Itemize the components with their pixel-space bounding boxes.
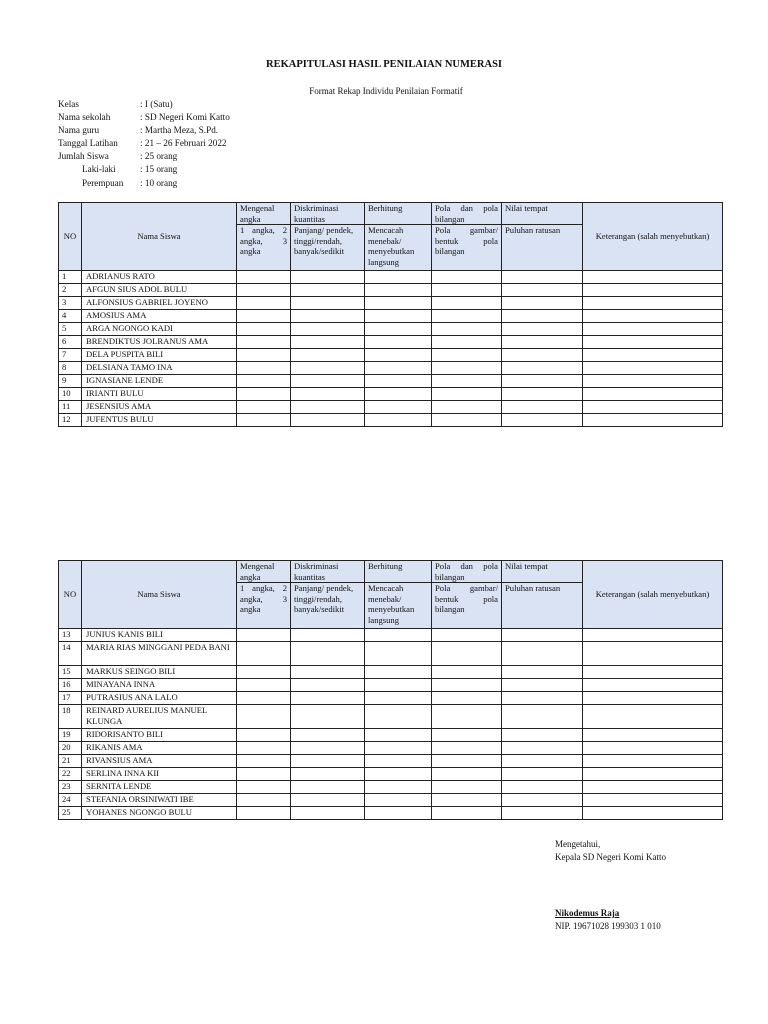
header-berhitung: Berhitung [365, 561, 432, 583]
cell-berhitung[interactable] [365, 742, 432, 755]
info-label: Jumlah Siswa [58, 151, 109, 162]
cell-keterangan[interactable] [583, 768, 723, 781]
subheader-pola: Pola gambar/ bentuk pola bilangan [432, 225, 502, 271]
acknowledged-label: Mengetahui, [555, 839, 601, 849]
subheader-pola: Pola gambar/ bentuk pola bilangan [432, 583, 502, 629]
cell-diskriminasi[interactable] [291, 755, 365, 768]
table-row [59, 388, 723, 401]
header-pola: Pola dan pola bilangan [432, 203, 502, 225]
cell-diskriminasi[interactable] [291, 742, 365, 755]
row-number: 10 [59, 388, 82, 401]
row-number: 7 [59, 349, 82, 362]
cell-diskriminasi[interactable] [291, 629, 365, 642]
principal-name: Nikodemus Raja [555, 908, 620, 918]
document-subtitle: Format Rekap Individu Penilaian Formatif [309, 86, 463, 96]
cell-pola[interactable] [432, 692, 502, 705]
cell-keterangan[interactable] [583, 755, 723, 768]
cell-mengenal-angka[interactable] [237, 362, 291, 375]
row-number: 3 [59, 297, 82, 310]
cell-diskriminasi[interactable] [291, 336, 365, 349]
table-row [59, 310, 723, 323]
cell-pola[interactable] [432, 807, 502, 820]
cell-keterangan[interactable] [583, 401, 723, 414]
cell-mengenal-angka[interactable] [237, 807, 291, 820]
cell-pola[interactable] [432, 666, 502, 679]
header-nama-siswa: Nama Siswa [82, 203, 237, 271]
table-row [59, 794, 723, 807]
cell-berhitung[interactable] [365, 401, 432, 414]
cell-mengenal-angka[interactable] [237, 284, 291, 297]
cell-diskriminasi[interactable] [291, 679, 365, 692]
cell-diskriminasi[interactable] [291, 401, 365, 414]
cell-nilai-tempat[interactable] [502, 310, 583, 323]
cell-nilai-tempat[interactable] [502, 271, 583, 284]
info-label: Tanggal Latihan [58, 138, 118, 149]
cell-mengenal-angka[interactable] [237, 705, 291, 729]
info-value: : SD Negeri Komi Katto [140, 112, 230, 123]
cell-berhitung[interactable] [365, 807, 432, 820]
info-value: : Martha Meza, S.Pd. [140, 125, 219, 136]
header-mengenal-angka: Mengenal angka [237, 203, 291, 225]
cell-berhitung[interactable] [365, 629, 432, 642]
info-row-jumlah-siswa [58, 150, 230, 163]
table-row [59, 692, 723, 705]
cell-keterangan[interactable] [583, 388, 723, 401]
cell-diskriminasi[interactable] [291, 807, 365, 820]
info-label: Laki-laki [82, 164, 116, 175]
cell-mengenal-angka[interactable] [237, 297, 291, 310]
subheader-mengenal-angka: 1 angka, 2 angka, 3 angka [237, 225, 291, 271]
info-label: Perempuan [82, 177, 124, 188]
cell-pola[interactable] [432, 388, 502, 401]
cell-diskriminasi[interactable] [291, 375, 365, 388]
cell-berhitung[interactable] [365, 284, 432, 297]
cell-keterangan[interactable] [583, 297, 723, 310]
student-name: REINARD AURELIUS MANUEL KLUNGA [82, 705, 237, 729]
cell-keterangan[interactable] [583, 629, 723, 642]
subheader-berhitung: Mencacah menebak/ menyebutkan langsung [365, 225, 432, 271]
cell-nilai-tempat[interactable] [502, 284, 583, 297]
header-keterangan: Keterangan (salah menyebutkan) [583, 561, 723, 629]
table-row [59, 349, 723, 362]
cell-nilai-tempat[interactable] [502, 729, 583, 742]
cell-nilai-tempat[interactable] [502, 401, 583, 414]
row-number: 25 [59, 807, 82, 820]
table-row [59, 729, 723, 742]
cell-pola[interactable] [432, 336, 502, 349]
student-name: RIDORISANTO BILI [82, 729, 237, 742]
cell-berhitung[interactable] [365, 375, 432, 388]
table-row [59, 742, 723, 755]
cell-mengenal-angka[interactable] [237, 755, 291, 768]
cell-nilai-tempat[interactable] [502, 781, 583, 794]
cell-mengenal-angka[interactable] [237, 336, 291, 349]
cell-berhitung[interactable] [365, 794, 432, 807]
cell-diskriminasi[interactable] [291, 414, 365, 427]
cell-mengenal-angka[interactable] [237, 323, 291, 336]
subheader-diskriminasi: Panjang/ pendek, tinggi/rendah, banyak/sedikit [291, 583, 365, 629]
info-value: : I (Satu) [140, 99, 173, 109]
student-name: MARKUS SEINGO BILI [82, 666, 237, 679]
cell-diskriminasi[interactable] [291, 297, 365, 310]
info-row-nama-sekolah [58, 111, 230, 124]
cell-diskriminasi[interactable] [291, 729, 365, 742]
table-row [59, 705, 723, 729]
cell-pola[interactable] [432, 349, 502, 362]
cell-keterangan[interactable] [583, 375, 723, 388]
student-name: STEFANIA ORSINIWATI IBE [82, 794, 237, 807]
student-name: AFGUN SIUS ADOL BULU [82, 284, 237, 297]
cell-berhitung[interactable] [365, 692, 432, 705]
cell-pola[interactable] [432, 705, 502, 729]
student-name: BRENDIKTUS JOLRANUS AMA [82, 336, 237, 349]
cell-mengenal-angka[interactable] [237, 271, 291, 284]
row-number: 20 [59, 742, 82, 755]
header-nilai-tempat: Nilai tempat [502, 203, 583, 225]
row-number: 18 [59, 705, 82, 729]
cell-mengenal-angka[interactable] [237, 642, 291, 666]
cell-mengenal-angka[interactable] [237, 742, 291, 755]
cell-nilai-tempat[interactable] [502, 705, 583, 729]
cell-pola[interactable] [432, 794, 502, 807]
cell-pola[interactable] [432, 297, 502, 310]
cell-nilai-tempat[interactable] [502, 375, 583, 388]
cell-keterangan[interactable] [583, 349, 723, 362]
cell-nilai-tempat[interactable] [502, 794, 583, 807]
row-number: 1 [59, 271, 82, 284]
cell-pola[interactable] [432, 362, 502, 375]
info-value: : 21 – 26 Februari 2022 [140, 138, 227, 149]
table-row [59, 271, 723, 284]
header-nilai-tempat: Nilai tempat [502, 561, 583, 583]
row-number: 24 [59, 794, 82, 807]
student-name: RIKANIS AMA [82, 742, 237, 755]
row-number: 14 [59, 642, 82, 666]
cell-diskriminasi[interactable] [291, 388, 365, 401]
table-row [59, 629, 723, 642]
info-label: Kelas [58, 99, 79, 109]
cell-berhitung[interactable] [365, 666, 432, 679]
row-number: 13 [59, 629, 82, 642]
cell-diskriminasi[interactable] [291, 271, 365, 284]
info-value: : 10 orang [140, 177, 178, 188]
cell-keterangan[interactable] [583, 642, 723, 666]
table-row [59, 284, 723, 297]
student-rows-part1 [59, 271, 723, 427]
student-name: MARIA RIAS MINGGANI PEDA BANI [82, 642, 237, 666]
cell-pola[interactable] [432, 271, 502, 284]
subheader-diskriminasi: Panjang/ pendek, tinggi/rendah, banyak/sedikit [291, 225, 365, 271]
row-number: 2 [59, 284, 82, 297]
cell-keterangan[interactable] [583, 794, 723, 807]
row-number: 19 [59, 729, 82, 742]
header-diskriminasi: Diskriminasi kuantitas [291, 561, 365, 583]
cell-pola[interactable] [432, 401, 502, 414]
cell-mengenal-angka[interactable] [237, 375, 291, 388]
student-name: AMOSIUS AMA [82, 310, 237, 323]
cell-mengenal-angka[interactable] [237, 414, 291, 427]
principal-title: Kepala SD Negeri Komi Katto [555, 852, 666, 862]
cell-diskriminasi[interactable] [291, 642, 365, 666]
cell-keterangan[interactable] [583, 781, 723, 794]
row-number: 22 [59, 768, 82, 781]
info-row-perempuan [58, 177, 230, 190]
cell-mengenal-angka[interactable] [237, 768, 291, 781]
info-value: : 15 orang [140, 164, 178, 175]
cell-berhitung[interactable] [365, 271, 432, 284]
cell-keterangan[interactable] [583, 336, 723, 349]
cell-keterangan[interactable] [583, 284, 723, 297]
cell-pola[interactable] [432, 284, 502, 297]
cell-keterangan[interactable] [583, 679, 723, 692]
cell-berhitung[interactable] [365, 755, 432, 768]
cell-keterangan[interactable] [583, 729, 723, 742]
table-row [59, 642, 723, 666]
cell-berhitung[interactable] [365, 781, 432, 794]
cell-diskriminasi[interactable] [291, 781, 365, 794]
cell-berhitung[interactable] [365, 310, 432, 323]
cell-berhitung[interactable] [365, 349, 432, 362]
cell-pola[interactable] [432, 755, 502, 768]
cell-mengenal-angka[interactable] [237, 401, 291, 414]
row-number: 8 [59, 362, 82, 375]
cell-berhitung[interactable] [365, 705, 432, 729]
cell-pola[interactable] [432, 679, 502, 692]
student-name: JUFENTUS BULU [82, 414, 237, 427]
cell-nilai-tempat[interactable] [502, 388, 583, 401]
cell-keterangan[interactable] [583, 742, 723, 755]
cell-pola[interactable] [432, 629, 502, 642]
cell-diskriminasi[interactable] [291, 284, 365, 297]
document-title: REKAPITULASI HASIL PENILAIAN NUMERASI [265, 59, 502, 70]
student-name: PUTRASIUS ANA LALO [82, 692, 237, 705]
info-row-laki-laki [58, 163, 230, 176]
row-number: 17 [59, 692, 82, 705]
cell-keterangan[interactable] [583, 362, 723, 375]
table-row [59, 297, 723, 310]
cell-keterangan[interactable] [583, 414, 723, 427]
info-row-kelas [58, 98, 230, 111]
subheader-berhitung: Mencacah menebak/ menyebutkan langsung [365, 583, 432, 629]
cell-nilai-tempat[interactable] [502, 362, 583, 375]
student-name: JUNIUS KANIS BILI [82, 629, 237, 642]
table-row [59, 375, 723, 388]
cell-diskriminasi[interactable] [291, 768, 365, 781]
cell-pola[interactable] [432, 414, 502, 427]
cell-mengenal-angka[interactable] [237, 349, 291, 362]
cell-berhitung[interactable] [365, 362, 432, 375]
table-row [59, 807, 723, 820]
info-row-nama-guru [58, 124, 230, 137]
cell-mengenal-angka[interactable] [237, 781, 291, 794]
student-name: MINAYANA INNA [82, 679, 237, 692]
cell-pola[interactable] [432, 323, 502, 336]
cell-keterangan[interactable] [583, 692, 723, 705]
cell-berhitung[interactable] [365, 679, 432, 692]
cell-nilai-tempat[interactable] [502, 768, 583, 781]
cell-diskriminasi[interactable] [291, 349, 365, 362]
table-row [59, 323, 723, 336]
cell-nilai-tempat[interactable] [502, 642, 583, 666]
student-rows-part2 [59, 629, 723, 820]
cell-berhitung[interactable] [365, 768, 432, 781]
info-label: Nama guru [58, 125, 100, 136]
cell-pola[interactable] [432, 781, 502, 794]
table-row [59, 362, 723, 375]
cell-nilai-tempat[interactable] [502, 297, 583, 310]
signature-block [555, 838, 666, 933]
cell-keterangan[interactable] [583, 271, 723, 284]
row-number: 16 [59, 679, 82, 692]
info-value: : 25 orang [140, 151, 178, 162]
cell-diskriminasi[interactable] [291, 323, 365, 336]
subheader-nilai-tempat: Puluhan ratusan [502, 583, 583, 629]
cell-pola[interactable] [432, 742, 502, 755]
student-name: IRIANTI BULU [82, 388, 237, 401]
cell-berhitung[interactable] [365, 729, 432, 742]
student-name: SERLINA INNA KII [82, 768, 237, 781]
student-name: YOHANES NGONGO BULU [82, 807, 237, 820]
cell-nilai-tempat[interactable] [502, 336, 583, 349]
cell-berhitung[interactable] [365, 336, 432, 349]
row-number: 15 [59, 666, 82, 679]
student-name: JESENSIUS AMA [82, 401, 237, 414]
cell-berhitung[interactable] [365, 414, 432, 427]
row-number: 9 [59, 375, 82, 388]
cell-keterangan[interactable] [583, 310, 723, 323]
header-no: NO [59, 561, 82, 629]
row-number: 6 [59, 336, 82, 349]
header-no: NO [59, 203, 82, 271]
cell-nilai-tempat[interactable] [502, 692, 583, 705]
student-name: IGNASIANE LENDE [82, 375, 237, 388]
cell-diskriminasi[interactable] [291, 310, 365, 323]
cell-pola[interactable] [432, 375, 502, 388]
cell-nilai-tempat[interactable] [502, 755, 583, 768]
cell-mengenal-angka[interactable] [237, 692, 291, 705]
cell-mengenal-angka[interactable] [237, 310, 291, 323]
principal-nip: NIP. 19671028 199303 1 010 [555, 921, 661, 931]
cell-berhitung[interactable] [365, 642, 432, 666]
table-row [59, 401, 723, 414]
assessment-table-part2 [58, 560, 723, 820]
cell-nilai-tempat[interactable] [502, 807, 583, 820]
student-name: ALFONSIUS GABRIEL JOYENO [82, 297, 237, 310]
cell-mengenal-angka[interactable] [237, 666, 291, 679]
cell-nilai-tempat[interactable] [502, 679, 583, 692]
cell-berhitung[interactable] [365, 297, 432, 310]
row-number: 12 [59, 414, 82, 427]
cell-diskriminasi[interactable] [291, 666, 365, 679]
cell-berhitung[interactable] [365, 323, 432, 336]
cell-nilai-tempat[interactable] [502, 414, 583, 427]
cell-mengenal-angka[interactable] [237, 679, 291, 692]
cell-keterangan[interactable] [583, 705, 723, 729]
student-name: DELSIANA TAMO INA [82, 362, 237, 375]
cell-pola[interactable] [432, 642, 502, 666]
cell-keterangan[interactable] [583, 666, 723, 679]
cell-berhitung[interactable] [365, 388, 432, 401]
header-berhitung: Berhitung [365, 203, 432, 225]
row-number: 4 [59, 310, 82, 323]
row-number: 5 [59, 323, 82, 336]
cell-nilai-tempat[interactable] [502, 629, 583, 642]
header-mengenal-angka: Mengenal angka [237, 561, 291, 583]
cell-diskriminasi[interactable] [291, 705, 365, 729]
assessment-table-part1 [58, 202, 723, 427]
cell-mengenal-angka[interactable] [237, 388, 291, 401]
cell-mengenal-angka[interactable] [237, 794, 291, 807]
cell-nilai-tempat[interactable] [502, 323, 583, 336]
table-row [59, 414, 723, 427]
cell-pola[interactable] [432, 768, 502, 781]
header-nama-siswa: Nama Siswa [82, 561, 237, 629]
row-number: 23 [59, 781, 82, 794]
row-number: 11 [59, 401, 82, 414]
student-name: DELA PUSPITA BILI [82, 349, 237, 362]
table-row [59, 666, 723, 679]
header-diskriminasi: Diskriminasi kuantitas [291, 203, 365, 225]
table-row [59, 336, 723, 349]
student-name: ADRIANUS RATO [82, 271, 237, 284]
cell-nilai-tempat[interactable] [502, 349, 583, 362]
cell-mengenal-angka[interactable] [237, 629, 291, 642]
cell-keterangan[interactable] [583, 807, 723, 820]
cell-diskriminasi[interactable] [291, 362, 365, 375]
table-row [59, 755, 723, 768]
row-number: 21 [59, 755, 82, 768]
cell-pola[interactable] [432, 729, 502, 742]
subheader-nilai-tempat: Puluhan ratusan [502, 225, 583, 271]
cell-diskriminasi[interactable] [291, 692, 365, 705]
student-name: SERNITA LENDE [82, 781, 237, 794]
header-keterangan: Keterangan (salah menyebutkan) [583, 203, 723, 271]
class-info [58, 98, 230, 190]
subheader-mengenal-angka: 1 angka, 2 angka, 3 angka [237, 583, 291, 629]
cell-mengenal-angka[interactable] [237, 729, 291, 742]
cell-nilai-tempat[interactable] [502, 742, 583, 755]
cell-keterangan[interactable] [583, 323, 723, 336]
cell-diskriminasi[interactable] [291, 794, 365, 807]
table-row [59, 768, 723, 781]
info-row-tanggal [58, 137, 230, 150]
student-name: ARGA NGONGO KADI [82, 323, 237, 336]
student-name: RIVANSIUS AMA [82, 755, 237, 768]
table-row [59, 679, 723, 692]
header-pola: Pola dan pola bilangan [432, 561, 502, 583]
cell-pola[interactable] [432, 310, 502, 323]
table-row [59, 781, 723, 794]
cell-nilai-tempat[interactable] [502, 666, 583, 679]
info-label: Nama sekolah [58, 112, 111, 123]
